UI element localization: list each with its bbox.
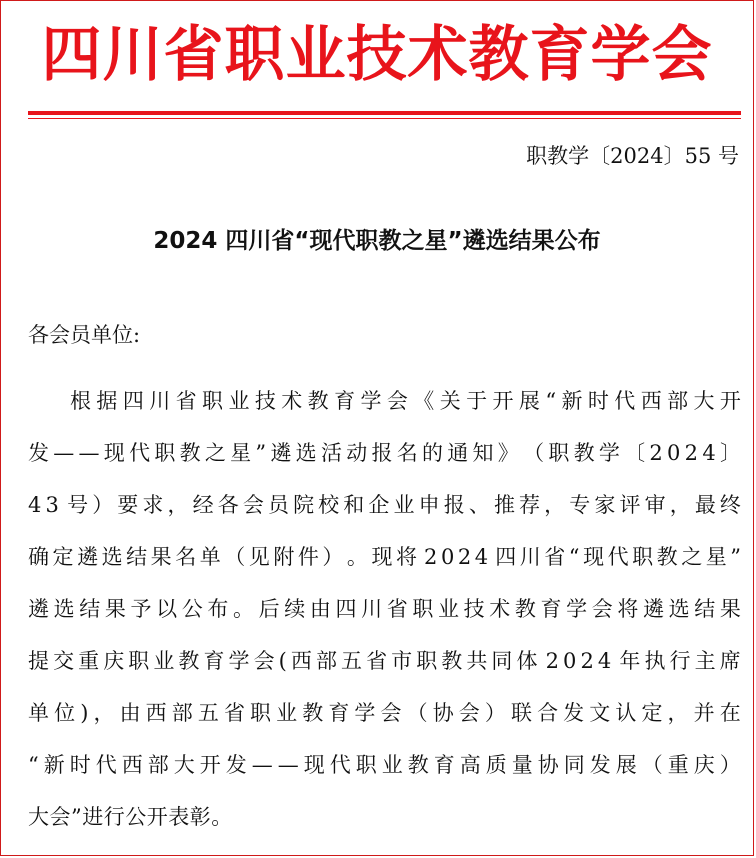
document-title: 2024 四川省“现代职教之星”遴选结果公布 xyxy=(153,228,601,254)
letterhead-rule-thick xyxy=(28,111,741,115)
body-line: 4 3 号 ） 要 求 ， 经 各 会 员 院 校 和 企 业 申 报 、 推 荐 ， 专 家 评 审 ， 最 终 xyxy=(28,493,741,517)
salutation: 各会员单位: xyxy=(28,323,141,347)
body-line: 提 交 重 庆 职 业 教 育 学 会 ( 西 部 五 省 市 职 教 共 同 体 2 0 2 4 年 执 行 主 席 xyxy=(28,649,741,673)
body-line: 大会”进行公开表彰。 xyxy=(28,805,233,829)
body-line: 根 据 四 川 省 职 业 技 术 教 育 学 会 《 关 于 开 展 “ 新 时 代 西 部 大 开 xyxy=(70,389,741,413)
letterhead-rule-thin xyxy=(28,118,741,119)
document-number: 职教学〔2024〕55 号 xyxy=(526,144,739,168)
body-line: 确 定 遴 选 结 果 名 单 （ 见 附 件 ） 。 现 将 2 0 2 4 四 川 省 “ 现 代 职 教 之 星 ” xyxy=(28,545,741,569)
body-line: 遴 选 结 果 予 以 公 布 。 后 续 由 四 川 省 职 业 技 术 教 育 学 会 将 遴 选 结 果 xyxy=(28,597,741,621)
body-paragraph xyxy=(28,385,741,853)
body-line: “ 新 时 代 西 部 大 开 发 — — 现 代 职 业 教 育 高 质 量 协 同 发 展 （ 重 庆 ） xyxy=(28,753,741,777)
body-line: 发 — — 现 代 职 教 之 星 ” 遴 选 活 动 报 名 的 通 知 》 （ 职 教 学 〔 2 0 2 4 〕 xyxy=(28,441,741,465)
body-line: 单 位 ) ， 由 西 部 五 省 职 业 教 育 学 会 （ 协 会 ） 联 合 发 文 认 定 ， 并 在 xyxy=(28,701,741,725)
letterhead-org-name: 四川省职业技术教育学会 xyxy=(41,20,713,90)
